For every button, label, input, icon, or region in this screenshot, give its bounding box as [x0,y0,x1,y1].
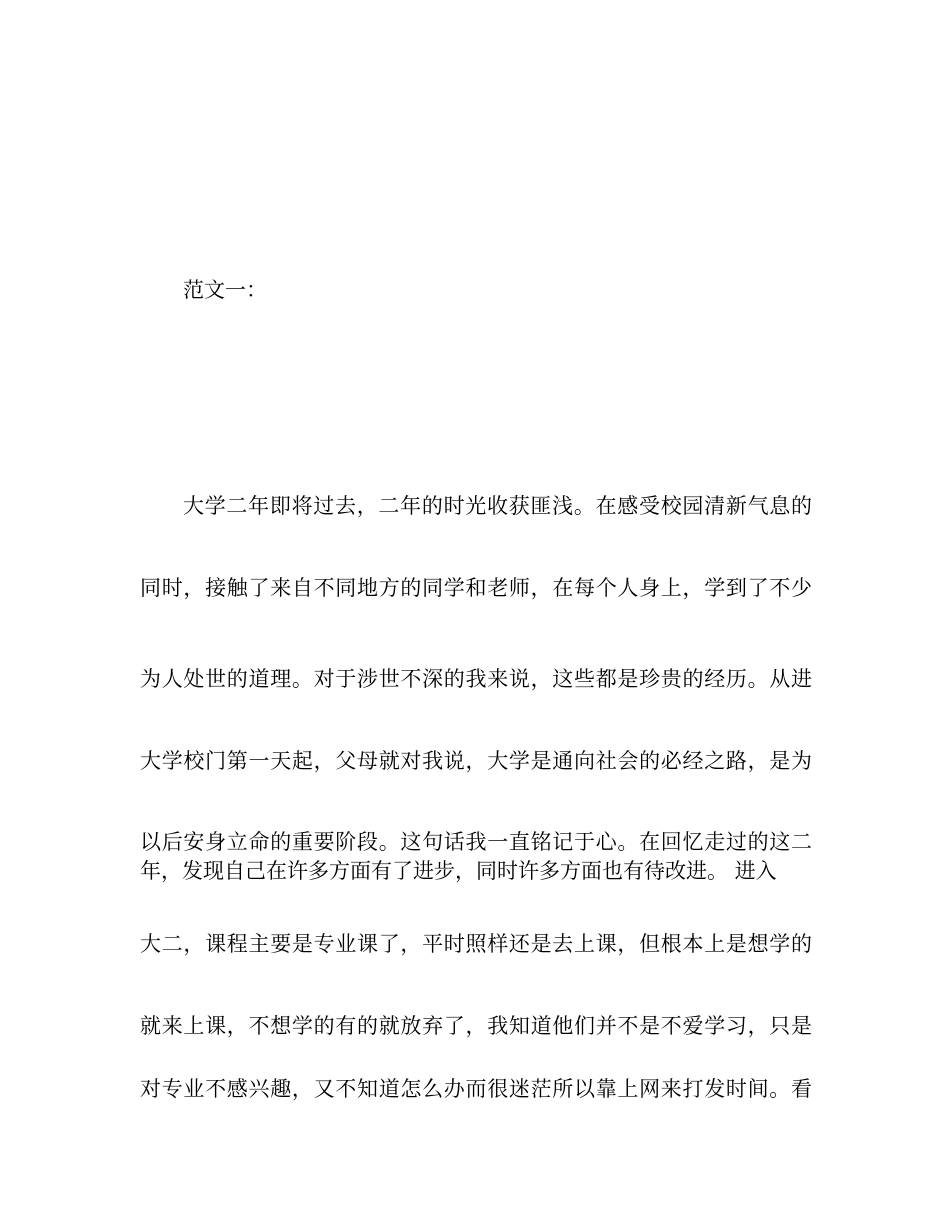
text-line-6: 年，发现自己在许多方面有了进步，同时许多方面也有待改进。 进入 [140,859,777,883]
text-line-7: 大二，课程主要是专业课了，平时照样还是去上课，但根本上是想学的 [140,932,812,956]
text-line-8: 就来上课，不想学的有的就放弃了，我知道他们并不是不爱学习，只是 [140,1014,812,1038]
text-line-3: 为人处世的道理。对于涉世不深的我来说，这些都是珍贵的经历。从进 [140,667,812,691]
text-line-5: 以后安身立命的重要阶段。这句话我一直铭记于心。在回忆走过的这二 [140,830,812,854]
text-line-4: 大学校门第一天起，父母就对我说，大学是通向社会的必经之路，是为 [140,749,812,773]
text-line-9: 对专业不感兴趣，又不知道怎么办而很迷茫所以靠上网来打发时间。看 [140,1077,812,1101]
section-heading: 范文一： [183,278,267,302]
text-line-1: 大学二年即将过去，二年的时光收获匪浅。在感受校园清新气息的 [183,494,812,518]
text-line-2: 同时，接触了来自不同地方的同学和老师，在每个人身上，学到了不少 [140,576,812,600]
